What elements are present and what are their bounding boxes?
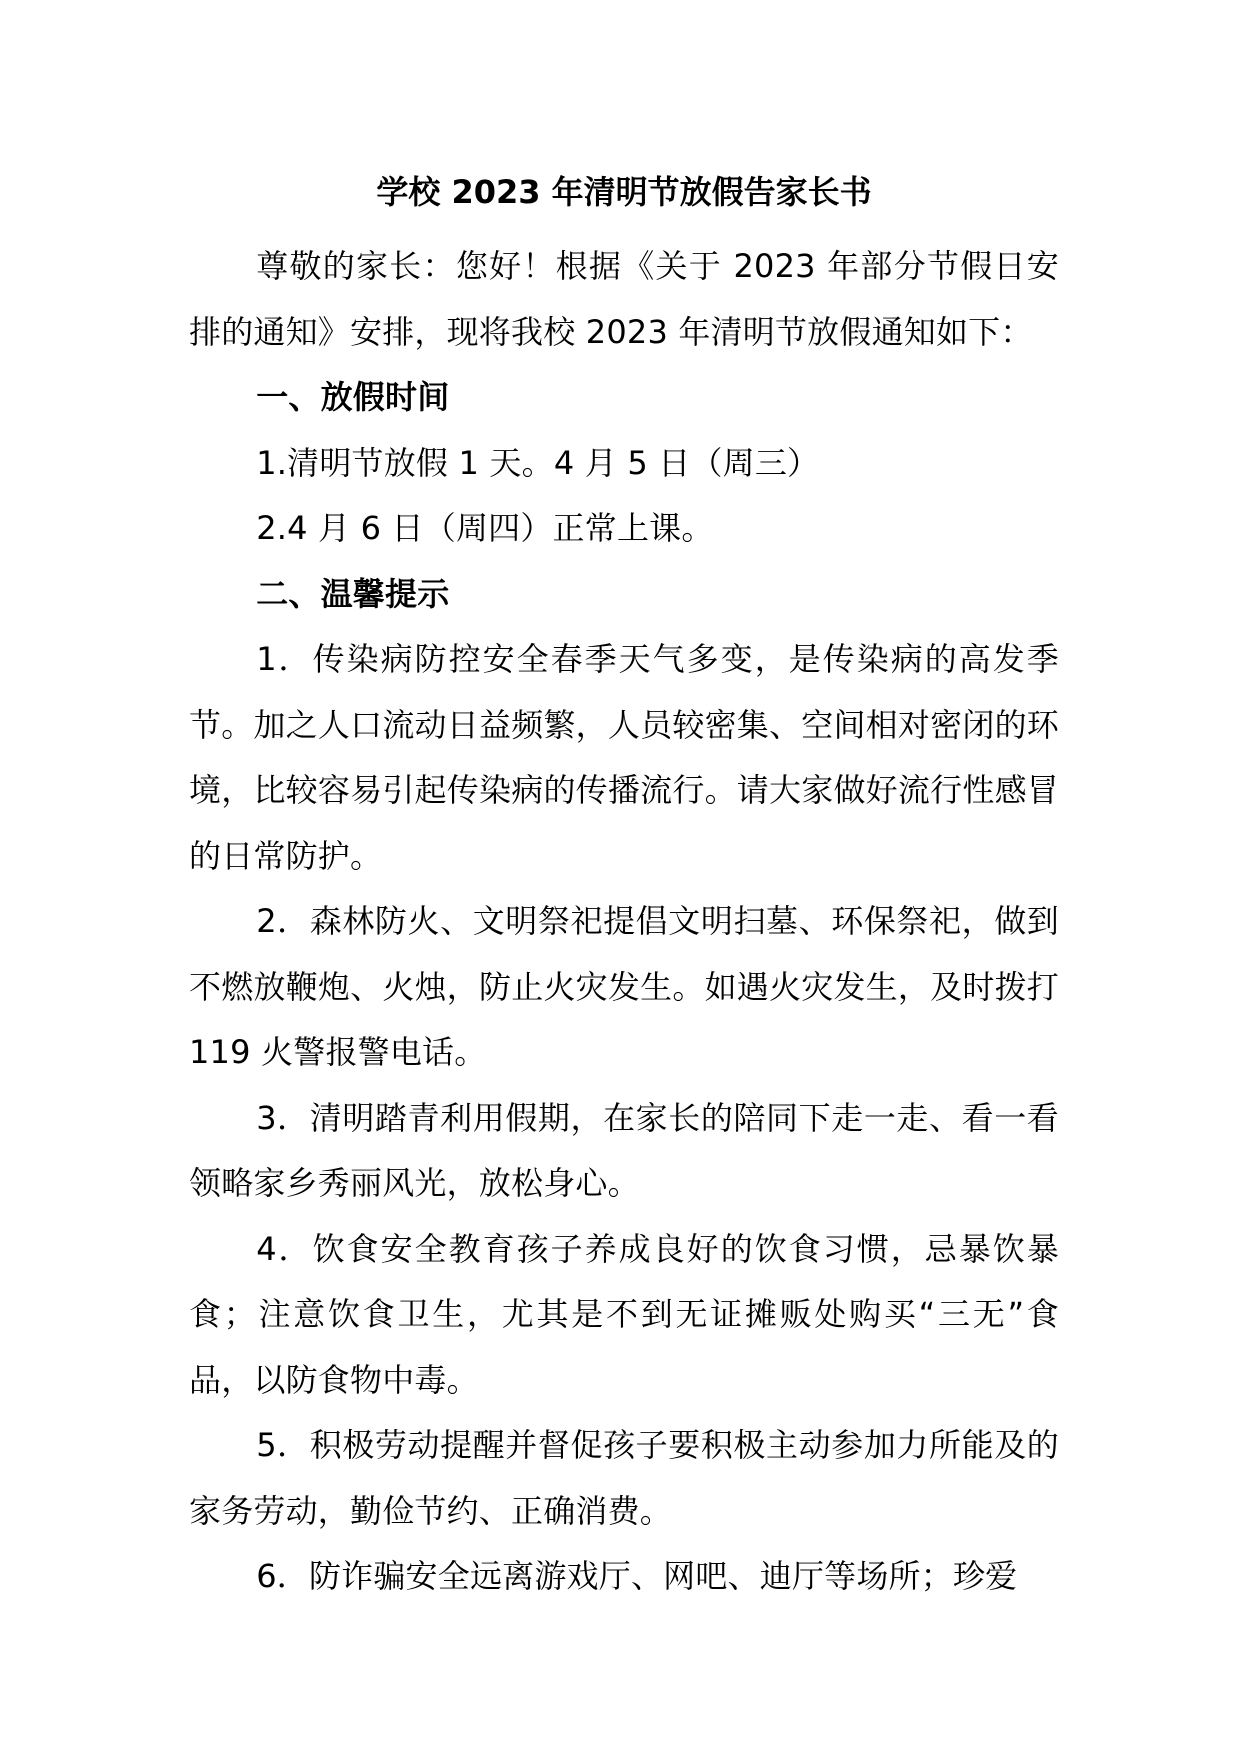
section-heading-tips: 二、温馨提示 — [256, 574, 450, 613]
holiday-item-1: 1.清明节放假 1 天。4 月 5 日（周三） — [256, 443, 820, 482]
document-page — [189, 172, 1059, 1610]
tip-item-2: 2．森林防火、文明祭祀提倡文明扫墓、环保祭祀，做到不燃放鞭炮、火烛，防止火灾发生。如遇火灾发生，及时拨打 119 火警报警电话。 — [189, 902, 1059, 1071]
greeting-paragraph: 尊敬的家长：您好！根据《关于 2023 年部分节假日安排的通知》安排，现将我校 2023 年清明节放假通知如下： — [189, 247, 1059, 351]
tip-item-4: 4．饮食安全教育孩子养成良好的饮食习惯，忌暴饮暴食；注意饮食卫生，尤其是不到无证摊贩处购买“三无”食品，以防食物中毒。 — [189, 1229, 1059, 1399]
holiday-item-2: 2.4 月 6 日（周四）正常上课。 — [256, 509, 714, 547]
document-title: 学校 2023 年清明节放假告家长书 — [376, 173, 872, 211]
section-heading-holiday-time: 一、放假时间 — [256, 378, 450, 416]
tip-item-5: 5．积极劳动提醒并督促孩子要积极主动参加力所能及的家务劳动，勤俭节约、正确消费。 — [189, 1426, 1059, 1530]
tip-item-6: 6．防诈骗安全远离游戏厅、网吧、迪厅等场所；珍爱 — [256, 1557, 1018, 1595]
tip-item-3: 3．清明踏青利用假期，在家长的陪同下走一走、看一看领略家乡秀丽风光，放松身心。 — [189, 1098, 1059, 1202]
tip-item-1: 1．传染病防控安全春季天气多变，是传染病的高发季节。加之人口流动日益频繁，人员较密集、空间相对密闭的环境，比较容易引起传染病的传播流行。请大家做好流行性感冒的日常防护。 — [189, 640, 1059, 875]
